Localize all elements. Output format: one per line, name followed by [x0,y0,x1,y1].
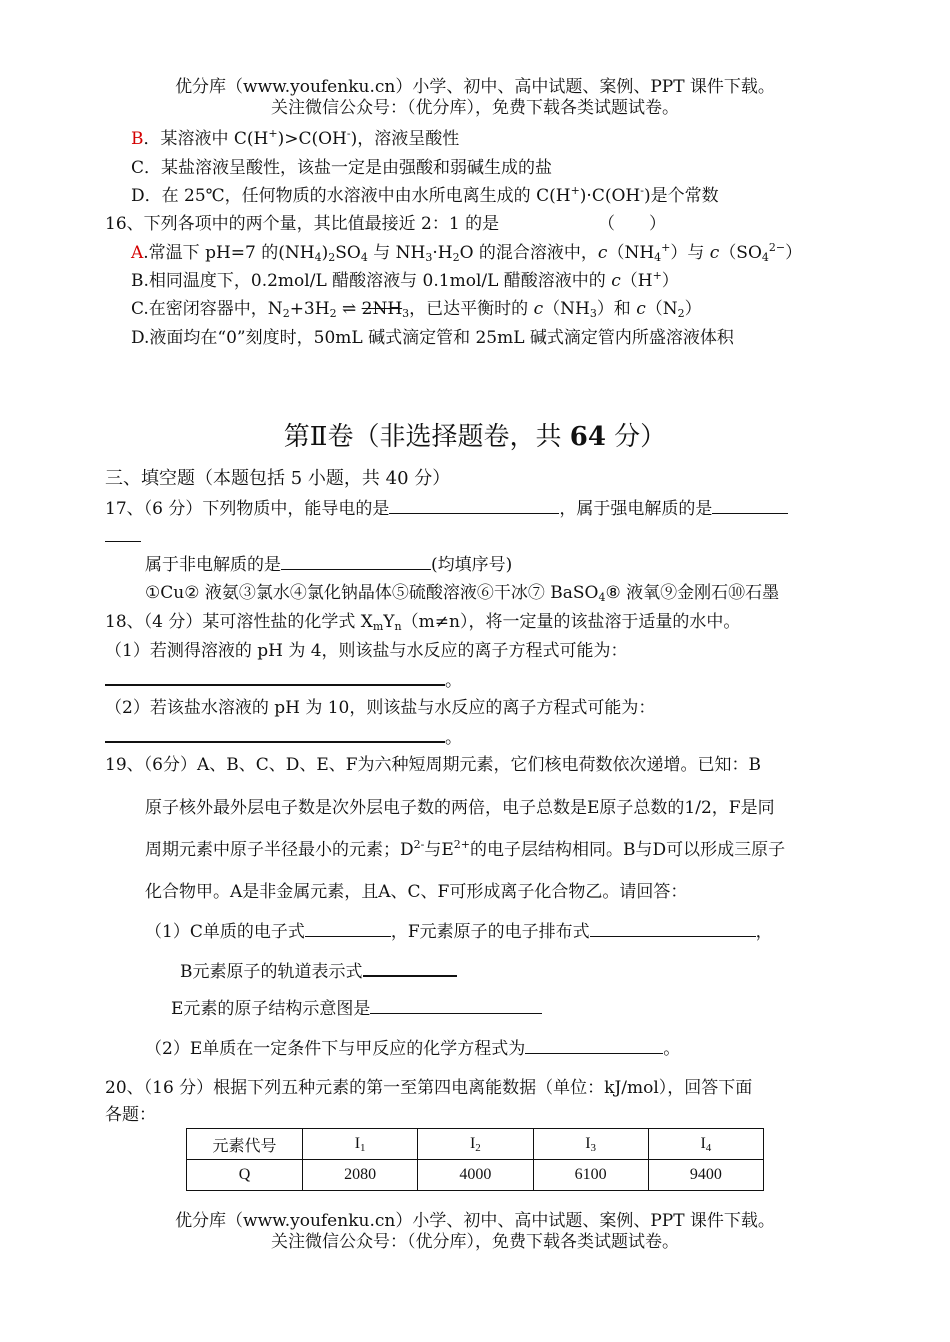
q18-part-1-answer: 。 [105,668,462,692]
q17-stem-line1: 17、（6 分）下列物质中，能导电的是 ，属于强电解质的是 [105,497,788,520]
q19-blank-electron-formula[interactable] [305,920,391,937]
section-2-title: 第Ⅱ卷（非选择题卷，共 64 分） [283,422,667,452]
q19-blank-equation[interactable] [525,1037,663,1054]
q17-blank-nonelectrolyte[interactable] [281,553,431,570]
q19-blank-electron-config[interactable] [590,920,756,937]
table-cell: 2080 [303,1160,418,1191]
part-3-heading: 三、填空题（本题包括 5 小题，共 40 分） [105,468,451,489]
q15-b-letter: B [131,129,144,149]
q17-stem-line2: 属于非电解质的是 (均填序号) [145,555,513,575]
q16-answer-paren: （ ） [598,214,666,234]
q19-line-1: 19、（6分）A、B、C、D、E、F为六种短周期元素，它们核电荷数依次递增。已知：B [105,755,762,775]
q17-stem-line1-cont [105,525,141,548]
q18-blank-1[interactable] [105,668,445,686]
equilibrium-arrow: ⇌ [336,299,362,319]
q17-blank-strong-electrolyte[interactable] [712,497,788,514]
table-header-cell: I2 [418,1129,533,1160]
q19-part-2: （2）E单质在一定条件下与甲反应的化学方程式为 。 [145,1039,681,1059]
q19-line-4: 化合物甲。A是非金属元素，且A、C、F可形成离子化合物乙。请回答： [145,882,688,902]
table-cell: Q [187,1160,303,1191]
q15-option-d: D．在 25℃，任何物质的水溶液中由水所电离生成的 C(H+)·C(OH-)是个常数 [131,184,719,206]
footer-line-2: 关注微信公众号：（优分库），免费下载各类试题试卷。 [271,1232,679,1252]
table-header-row [187,1129,764,1160]
q18-stem: 18、（4 分）某可溶性盐的化学式 XmYn（m≠n），将一定量的该盐溶于适量的水中。 [105,612,741,633]
q19-blank-structure[interactable] [370,997,542,1014]
q16-option-a: A.常温下 pH=7 的(NH4)2SO4 与 NH3·H2O 的混合溶液中，c（NH4+）与 $c(SO4^{2-})$ [131,241,803,264]
table-cell: 4000 [418,1160,533,1191]
table-header-cell: I3 [533,1129,648,1160]
table-header-cell: I4 [648,1129,763,1160]
ionization-energy-table [186,1128,764,1191]
q19-line-2: 原子核外最外层电子数是次外层电子数的两倍，电子总数是E原子总数的1/2，F是同 [145,798,775,818]
footer-line-1: 优分库（www.youfenku.cn）小学、初中、高中试题、案例、PPT 课件下载。 [175,1211,775,1231]
q19-line-3: 周期元素中原子半径最小的元素；$D^{2-}$与$E^{2+}$的电子层结构相同。B与D可以形成三原子 [145,838,786,860]
q19-part-1: （1）C单质的电子式 ，F元素原子的电子排布式 ， [145,922,773,942]
q19-blank-orbital[interactable] [363,959,457,977]
q16-option-c: C.在密闭容器中，N2+3H2 ⇌ 2NH3，已达平衡时的 c（NH3）和 c（N2） [131,299,702,320]
q20-stem: 20、（16 分）根据下列五种元素的第一至第四电离能数据（单位：kJ/mol），回答下面 [105,1078,753,1098]
table-cell: 9400 [648,1160,763,1191]
q16-option-b: B.相同温度下，0.2mol/L 醋酸溶液与 0.1mol/L 醋酸溶液中的 c（H+） [131,269,679,291]
q18-part-2: （2）若该盐水溶液的 pH 为 10，则该盐与水反应的离子方程式可能为： [105,698,656,718]
table-header-cell: I1 [303,1129,418,1160]
q18-part-2-answer: 。 [105,725,462,749]
header-line-1: 优分库（www.youfenku.cn）小学、初中、高中试题、案例、PPT 课件下载。 [175,77,775,97]
q16-stem: 16、下列各项中的两个量，其比值最接近 2：1 的是 [105,214,500,234]
q19-part-1-structure: E元素的原子结构示意图是 [171,997,542,1020]
q17-blank-conductive[interactable] [389,497,559,514]
q17-items: ①Cu② 液氨③氯水④氯化钠晶体⑤硫酸溶液⑥干冰⑦ BaSO4⑧ 液氧⑨金刚石⑩石墨 [145,583,780,604]
q17-blank-strong-electrolyte-cont[interactable] [105,525,141,542]
q18-blank-2[interactable] [105,725,445,743]
q19-part-1-orbital: B元素原子的轨道表示式 [180,959,457,983]
q20-stem-cont: 各题： [105,1105,156,1125]
table-row [187,1160,764,1191]
q18-part-1: （1）若测得溶液的 pH 为 4，则该盐与水反应的离子方程式可能为： [105,641,628,661]
q15-option-c: C．某盐溶液呈酸性，该盐一定是由强酸和弱碱生成的盐 [131,158,553,178]
table-header-cell: 元素代号 [187,1129,303,1160]
q15-option-b: B．某溶液中 C(H+)>C(OH-)，溶液呈酸性 [131,127,460,149]
header-line-2: 关注微信公众号：（优分库），免费下载各类试题试卷。 [271,98,679,118]
q16-option-d: D.液面均在“0”刻度时，50mL 碱式滴定管和 25mL 碱式滴定管内所盛溶液体积 [131,328,734,348]
table-cell: 6100 [533,1160,648,1191]
